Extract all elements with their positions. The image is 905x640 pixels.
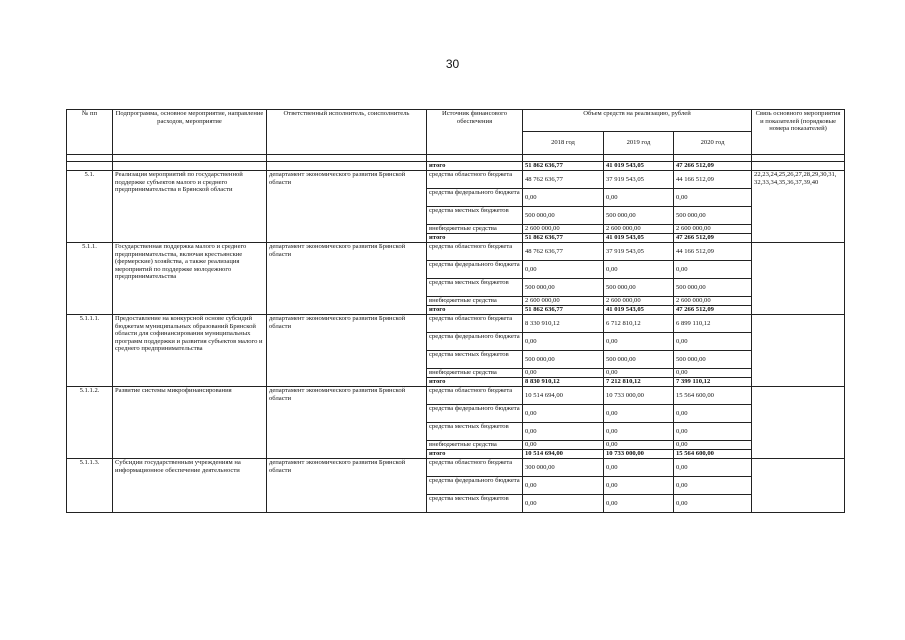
value-2020: 2 600 000,00 [674, 225, 752, 234]
page-number: 30 [445, 57, 460, 71]
source-label: средства федерального бюджета [427, 333, 523, 351]
value-2019: 0,00 [604, 423, 674, 441]
source-label: средства областного бюджета [427, 315, 523, 333]
value-2020: 15 564 600,00 [674, 387, 752, 405]
value-2018: 2 600 000,00 [523, 297, 604, 306]
header-num: № пп [67, 110, 113, 155]
source-label: средства областного бюджета [427, 459, 523, 477]
header-executor: Ответственный исполнитель, соисполнитель [267, 110, 427, 155]
header-year-2018: 2018 год [523, 132, 604, 155]
value-2020: 0,00 [674, 405, 752, 423]
indicator-link [752, 387, 845, 459]
source-label: средства местных бюджетов [427, 423, 523, 441]
indicator-link [752, 315, 845, 387]
measure-name: Развитие системы микрофинансирования [113, 387, 267, 459]
value-2019: 37 919 543,05 [604, 171, 674, 189]
value-2019: 37 919 543,05 [604, 243, 674, 261]
value-2019: 10 733 000,00 [604, 387, 674, 405]
value-2020: 44 166 512,09 [674, 171, 752, 189]
value-2019: 500 000,00 [604, 207, 674, 225]
value-2020: 0,00 [674, 333, 752, 351]
value-2018: 0,00 [523, 189, 604, 207]
source-label: средства местных бюджетов [427, 495, 523, 513]
value-2018: 48 762 636,77 [523, 171, 604, 189]
table-row [67, 315, 845, 333]
header-year-2020: 2020 год [674, 132, 752, 155]
value-2018: 0,00 [523, 477, 604, 495]
value-2018: 48 762 636,77 [523, 243, 604, 261]
source-label: средства федерального бюджета [427, 261, 523, 279]
value-2019: 7 212 810,12 [604, 378, 674, 387]
value-2019: 0,00 [604, 189, 674, 207]
measure-executor: департамент экономического развития Брянской области [267, 171, 427, 243]
measure-number: 5.1.1. [67, 243, 113, 315]
top-total-2019: 41 019 543,05 [604, 162, 674, 171]
value-2018: 0,00 [523, 261, 604, 279]
value-2019: 41 019 543,05 [604, 234, 674, 243]
value-2019: 6 712 810,12 [604, 315, 674, 333]
source-label: средства областного бюджета [427, 387, 523, 405]
value-2019: 500 000,00 [604, 279, 674, 297]
value-2019: 0,00 [604, 495, 674, 513]
source-label: внебюджетные средства [427, 225, 523, 234]
source-label: средства федерального бюджета [427, 405, 523, 423]
top-total-label: итого [427, 162, 523, 171]
measure-executor: департамент экономического развития Брянской области [267, 459, 427, 513]
value-2018: 8 830 910,12 [523, 378, 604, 387]
source-label: итого [427, 450, 523, 459]
measure-number: 5.1.1.1. [67, 315, 113, 387]
source-label: средства областного бюджета [427, 243, 523, 261]
value-2018: 500 000,00 [523, 207, 604, 225]
header-year-2019: 2019 год [604, 132, 674, 155]
indicator-link [752, 243, 845, 315]
measure-name: Предоставление на конкурсной основе субсидий бюджетам муниципальных образований Брянской области для софинансирования муниципальных программ поддержки и развития субъектов малого и среднего предпринимательства [113, 315, 267, 387]
measure-number: 5.1. [67, 171, 113, 243]
value-2020: 0,00 [674, 423, 752, 441]
value-2020: 0,00 [674, 459, 752, 477]
value-2019: 500 000,00 [604, 351, 674, 369]
table-row [67, 387, 845, 405]
value-2018: 2 600 000,00 [523, 225, 604, 234]
value-2019: 2 600 000,00 [604, 297, 674, 306]
value-2018: 0,00 [523, 441, 604, 450]
source-label: внебюджетные средства [427, 441, 523, 450]
value-2018: 10 514 694,00 [523, 450, 604, 459]
value-2020: 47 266 512,09 [674, 234, 752, 243]
value-2018: 500 000,00 [523, 279, 604, 297]
value-2020: 2 600 000,00 [674, 297, 752, 306]
top-total-row [67, 162, 845, 171]
measure-name: Реализация мероприятий по государственной поддержке субъектов малого и среднего предпринимательства в Брянской области [113, 171, 267, 243]
value-2018: 0,00 [523, 333, 604, 351]
table-body [67, 155, 845, 513]
value-2020: 0,00 [674, 261, 752, 279]
value-2019: 2 600 000,00 [604, 225, 674, 234]
value-2019: 0,00 [604, 333, 674, 351]
source-label: средства областного бюджета [427, 171, 523, 189]
top-total-2020: 47 266 512,09 [674, 162, 752, 171]
source-label: средства местных бюджетов [427, 351, 523, 369]
table-header [67, 110, 845, 155]
value-2020: 0,00 [674, 189, 752, 207]
source-label: итого [427, 234, 523, 243]
table-row [67, 459, 845, 477]
header-volume: Объем средств на реализацию, рублей [523, 110, 752, 132]
measure-executor: департамент экономического развития Брянской области [267, 387, 427, 459]
measure-executor: департамент экономического развития Брянской области [267, 243, 427, 315]
indicator-link [752, 459, 845, 513]
value-2020: 0,00 [674, 495, 752, 513]
value-2019: 0,00 [604, 261, 674, 279]
value-2018: 300 000,00 [523, 459, 604, 477]
value-2018: 51 862 636,77 [523, 306, 604, 315]
value-2019: 0,00 [604, 477, 674, 495]
value-2020: 500 000,00 [674, 351, 752, 369]
value-2019: 0,00 [604, 405, 674, 423]
value-2018: 500 000,00 [523, 351, 604, 369]
value-2020: 500 000,00 [674, 207, 752, 225]
measure-name: Субсидии государственным учреждениям на информационное обеспечение деятельности [113, 459, 267, 513]
value-2020: 6 899 110,12 [674, 315, 752, 333]
measure-name: Государственная поддержка малого и среднего предпринимательства, включая крестьянские (фермерские) хозяйства, а также реализация мероприятий по поддержке молодежного предпринимательства [113, 243, 267, 315]
measure-executor: департамент экономического развития Брянской области [267, 315, 427, 387]
value-2019: 0,00 [604, 369, 674, 378]
value-2020: 0,00 [674, 477, 752, 495]
value-2019: 10 733 000,00 [604, 450, 674, 459]
source-label: итого [427, 306, 523, 315]
source-label: средства местных бюджетов [427, 279, 523, 297]
value-2018: 0,00 [523, 423, 604, 441]
table-row [67, 243, 845, 261]
header-sources: Источник финансового обеспечения [427, 110, 523, 155]
measure-number: 5.1.1.3. [67, 459, 113, 513]
source-label: средства федерального бюджета [427, 477, 523, 495]
value-2020: 0,00 [674, 369, 752, 378]
source-label: средства федерального бюджета [427, 189, 523, 207]
value-2020: 0,00 [674, 441, 752, 450]
value-2018: 8 330 910,12 [523, 315, 604, 333]
value-2018: 0,00 [523, 495, 604, 513]
source-label: внебюджетные средства [427, 297, 523, 306]
source-label: средства местных бюджетов [427, 207, 523, 225]
measure-number: 5.1.1.2. [67, 387, 113, 459]
header-program: Подпрограмма, основное мероприятие, направление расходов, мероприятие [113, 110, 267, 155]
source-label: итого [427, 378, 523, 387]
value-2018: 0,00 [523, 405, 604, 423]
value-2018: 10 514 694,00 [523, 387, 604, 405]
header-link: Связь основного мероприятия и показателей (порядковые номера показателей) [752, 110, 845, 155]
value-2018: 0,00 [523, 369, 604, 378]
value-2019: 0,00 [604, 459, 674, 477]
value-2019: 0,00 [604, 441, 674, 450]
table-row [67, 171, 845, 189]
financing-table [66, 109, 845, 513]
value-2020: 500 000,00 [674, 279, 752, 297]
value-2018: 51 862 636,77 [523, 234, 604, 243]
indicator-link: 22,23,24,25,26,27,28,29,30,31, 32,33,34,35,36,37,39,40 [752, 171, 845, 243]
value-2019: 41 019 543,05 [604, 306, 674, 315]
value-2020: 47 266 512,09 [674, 306, 752, 315]
top-total-2018: 51 862 636,77 [523, 162, 604, 171]
value-2020: 15 564 600,00 [674, 450, 752, 459]
source-label: внебюджетные средства [427, 369, 523, 378]
value-2020: 44 166 512,09 [674, 243, 752, 261]
value-2020: 7 399 110,12 [674, 378, 752, 387]
